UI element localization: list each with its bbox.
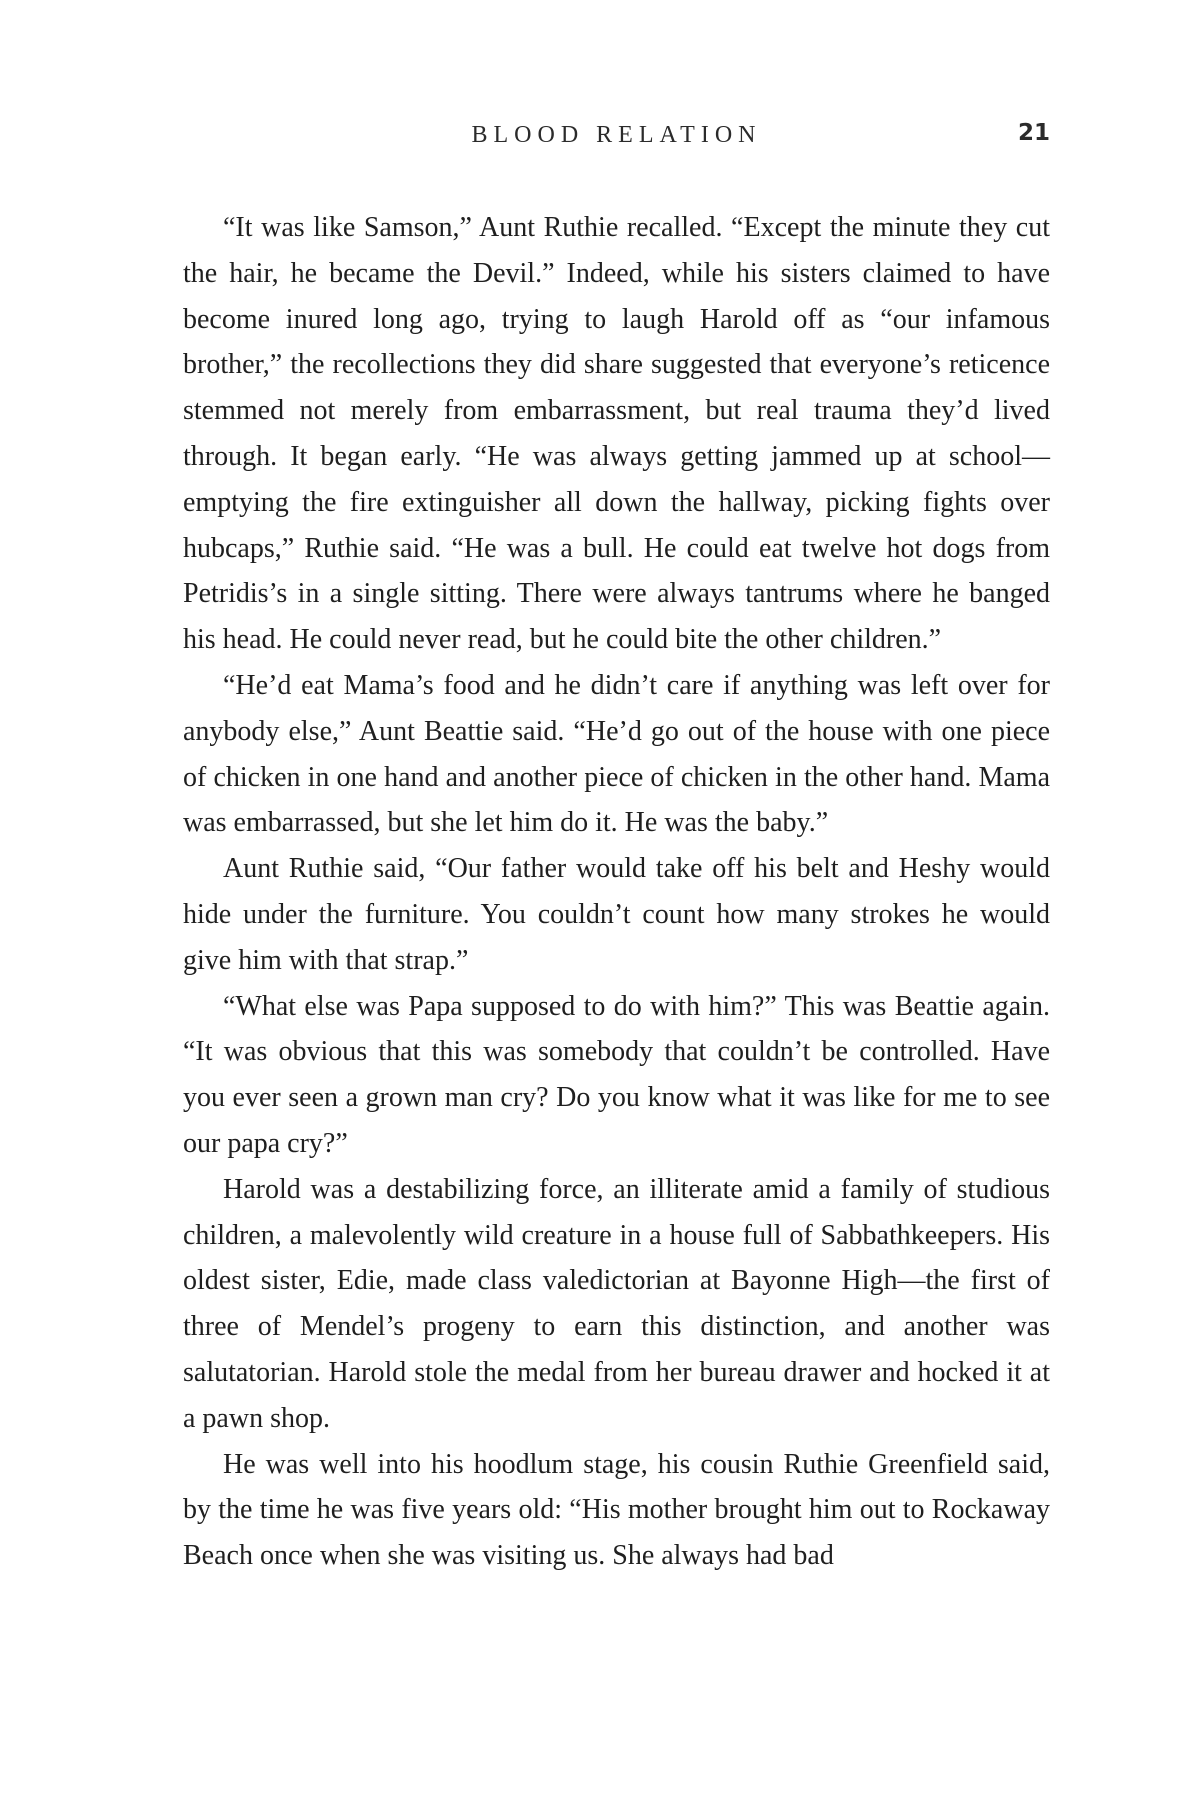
paragraph-2: “He’d eat Mama’s food and he didn’t care if anything was left over for anybody else,” Aunt Beattie said. “He’d go out of the house with one piece of chicken in one hand and another piece of chicken in the other hand. Mama was embarrassed, but she let him do it. He was the baby.” <box>183 669 1050 839</box>
paragraph-4: “What else was Papa supposed to do with him?” This was Beattie again. “It was obvious that this was somebody that couldn’t be controlled. Have you ever seen a grown man cry? Do you know what it was like for me to see our papa cry?” <box>183 990 1050 1159</box>
running-head <box>183 122 1050 154</box>
paragraph-3: Aunt Ruthie said, “Our father would take off his belt and Heshy would hide under the furniture. You couldn’t count how many strokes he would give him with that strap.” <box>183 853 1050 976</box>
paragraph-5: Harold was a destabilizing force, an illiterate amid a family of studious children, a malevolently wild creature in a house full of Sabbathkeepers. His oldest sister, Edie, made class valedictorian at Bayonne High—the first of three of Mendel’s progeny to earn this distinction, and another was salutatorian. Harold stole the medal from her bureau drawer and hocked it at a pawn shop. <box>183 1173 1050 1434</box>
page-number: 21 <box>1017 120 1050 146</box>
running-title: BLOOD RELATION <box>471 122 762 148</box>
body-text <box>183 205 1050 1579</box>
paragraph-6: He was well into his hoodlum stage, his cousin Ruthie Greenfield said, by the time he was five years old: “His mother brought him out to Rockaway Beach once when she was visiting us. She always had bad <box>183 1448 1050 1572</box>
paragraph-1: “It was like Samson,” Aunt Ruthie recalled. “Except the minute they cut the hair, he became the Devil.” Indeed, while his sisters claimed to have become inured long ago, trying to laugh Harold off as “our infamous brother,” the recollections they did share suggested that everyone’s reticence stemmed not merely from embarrassment, but real trauma they’d lived through. It began early. “He was always getting jammed up at school—emptying the fire extinguisher all down the hallway, picking fights over hubcaps,” Ruthie said. “He was a bull. He could eat twelve hot dogs from Petridis’s in a single sitting. There were always tantrums where he banged his head. He could never read, but he could bite the other children.” <box>183 212 1050 656</box>
